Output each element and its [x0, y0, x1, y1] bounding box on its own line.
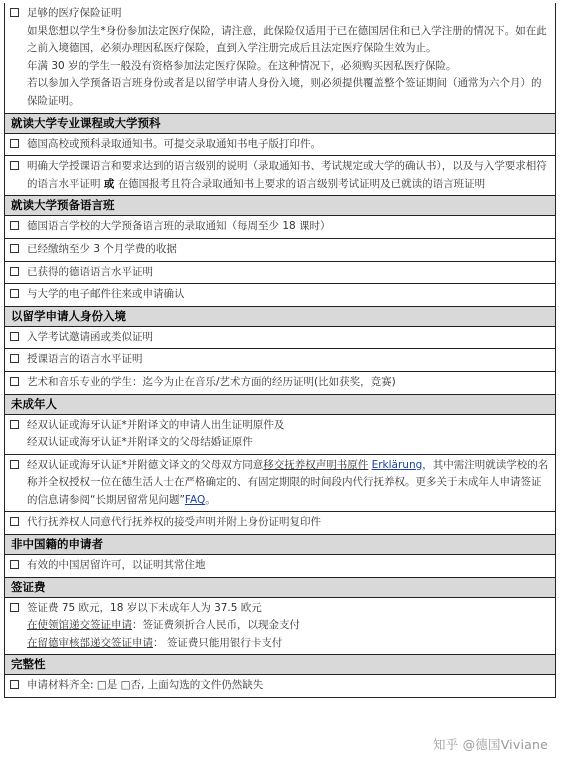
erklaerung-link[interactable]: Erklärung — [371, 458, 423, 471]
embassy-label: 在使领馆递交签证申请 — [27, 619, 132, 632]
list-item — [5, 511, 555, 534]
list-item — [5, 348, 555, 371]
checkbox[interactable] — [10, 680, 19, 689]
section-header-visa-fee: 签证费 — [5, 577, 555, 597]
aps-label: 在留德审核部递交签证申请 — [27, 636, 153, 649]
item-text: 申请材料齐全: □是 □否, 上面勾选的文件仍然缺失 — [27, 679, 264, 692]
checkbox[interactable] — [10, 161, 19, 170]
list-item — [5, 454, 555, 512]
checkbox[interactable] — [10, 460, 19, 469]
checkbox[interactable] — [10, 139, 19, 148]
list-item — [5, 283, 555, 306]
aps-payment: ： 签证费只能用银行卡支付 — [153, 636, 283, 649]
section-header-university: 就读大学专业课程或大学预科 — [5, 113, 555, 133]
section-header-language-course: 就读大学预备语言班 — [5, 195, 555, 215]
item-text: 经双认证或海牙认证*并附德文译文的父母双方同意 — [27, 458, 264, 471]
item-text: 在德国报考且符合录取通知书上要求的语言级别考试证明及已就读的语言班证明 — [117, 177, 486, 190]
item-text: 德国语言学校的大学预备语言班的录取通知（每周至少 18 课时） — [27, 220, 331, 233]
checklist-sheet — [4, 3, 556, 698]
insurance-title: 足够的医疗保险证明 — [27, 7, 122, 19]
item-text: 有效的中国居留许可，以证明其常住地 — [27, 559, 206, 572]
checkbox[interactable] — [10, 244, 19, 253]
checkbox[interactable] — [10, 420, 19, 429]
insurance-paragraph-2: 年满 30 岁的学生一般没有资格参加法定医疗保险。在这种情况下，必须购买因私医疗保险。 — [27, 59, 457, 72]
item-text: 经双认证或海牙认证*并附译文的父母结婚证原件 — [27, 436, 253, 449]
item-text: 已获得的德语语言水平证明 — [27, 265, 153, 278]
checkbox[interactable] — [10, 354, 19, 363]
list-item — [5, 261, 555, 284]
item-text: 。 — [205, 493, 216, 506]
list-item — [5, 414, 555, 454]
section-header-non-chinese: 非中国籍的申请者 — [5, 534, 555, 554]
checkbox[interactable] — [10, 332, 19, 341]
list-item — [5, 674, 555, 697]
list-item — [5, 238, 555, 261]
item-text: ，其中需注明就读学校的名称并全权授权一位在德生活人士在严格确定的、有固定期限的时间段内代行抚养权。更多关于未成年人申请签证的信息请参阅“长期居留常见问题” — [27, 458, 549, 506]
section-header-completeness: 完整性 — [5, 654, 555, 674]
fee-amount: 签证费 75 欧元，18 岁以下未成年人为 37.5 欧元 — [27, 601, 262, 614]
faq-link[interactable]: FAQ — [184, 493, 206, 506]
checkbox[interactable] — [10, 289, 19, 298]
watermark: 知乎 @德国Viviane — [433, 737, 548, 752]
insurance-item — [5, 3, 555, 113]
insurance-paragraph-3: 若以参加入学预备语言班身份或者是以留学申请人身份入境，则必须提供覆盖整个签证期间（通常为六个月）的保险证明。 — [27, 77, 542, 107]
list-item — [5, 597, 555, 655]
item-text: 与大学的电子邮件往来或申请确认 — [27, 288, 185, 301]
list-item — [5, 554, 555, 577]
item-text: 德国高校或预科录取通知书。可提交录取通知书电子版打印件。 — [27, 137, 321, 150]
fee-embassy-line — [27, 617, 549, 635]
list-item — [5, 155, 555, 195]
list-item — [5, 133, 555, 156]
item-text: 明确大学授课语言和要求达到的语言级别的说明（录取通知书、考试规定或大学的确认书），以及与入学要求相符的语言水平证明 — [27, 160, 547, 190]
section-header-applicant: 以留学申请人身份入境 — [5, 306, 555, 326]
item-text: 已经缴纳至少 3 个月学费的收据 — [27, 242, 177, 255]
table-bottom-border — [5, 697, 555, 698]
item-text: 入学考试邀请函或类似证明 — [27, 330, 153, 343]
list-item — [5, 326, 555, 349]
checkbox[interactable] — [10, 377, 19, 386]
section-header-minors: 未成年人 — [5, 394, 555, 414]
custody-declaration-text: 移交抚养权声明书原件 — [263, 458, 369, 471]
checkbox[interactable] — [10, 560, 19, 569]
embassy-payment: ：签证费须折合人民币，以现金支付 — [132, 619, 300, 632]
or-keyword: 或 — [103, 177, 115, 190]
list-item — [5, 215, 555, 238]
insurance-paragraph-1: 如果您想以学生*身份参加法定医疗保险，请注意，此保险仅适用于已在德国居住和已入学注册的情况下。如在此之前入境德国，必须办理因私医疗保险，直到入学注册完成后且法定医疗保险生效为止。 — [27, 24, 547, 55]
checkbox[interactable] — [10, 8, 19, 17]
list-item — [5, 371, 555, 394]
item-text: 艺术和音乐专业的学生：迄今为止在音乐/艺术方面的经历证明(比如获奖，竞赛) — [27, 375, 396, 388]
item-text: 代行抚养权人同意代行抚养权的接受声明并附上身份证明复印件 — [27, 516, 321, 529]
fee-aps-line — [27, 635, 549, 653]
checkbox[interactable] — [10, 517, 19, 526]
checkbox[interactable] — [10, 221, 19, 230]
item-text: 经双认证或海牙认证*并附译文的申请人出生证明原件及 — [27, 418, 285, 431]
item-text: 授课语言的语言水平证明 — [27, 353, 143, 366]
checkbox[interactable] — [10, 267, 19, 276]
checkbox[interactable] — [10, 603, 19, 612]
